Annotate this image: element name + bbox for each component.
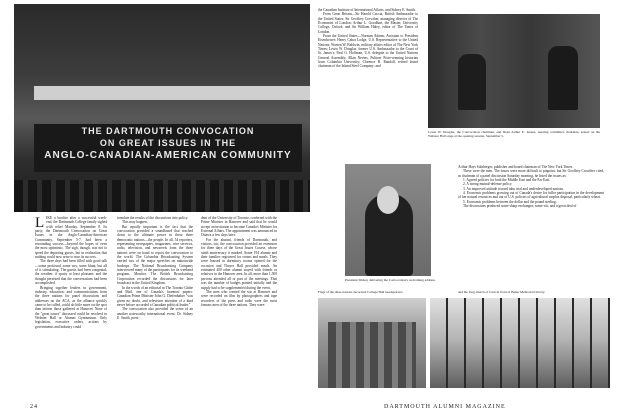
column2-paragraph-2: This may happen. <box>122 220 148 225</box>
dickey-caption: President Dickey delivering the Convocation's welcoming address. <box>345 278 436 282</box>
college-hall-flags-photo <box>318 298 426 388</box>
column5-list-2: 2. A strong mutual-defense policy. <box>463 182 513 187</box>
column5-paragraph-1: Arthur Hays Sulzberger, publisher and board chairman of The New York Times. <box>458 165 574 169</box>
flags-caption-left: Flags of the three nations decorated College Hall headquarters <box>318 290 403 294</box>
dickey-portrait-photo <box>345 164 431 276</box>
column5-list-1: 1. Agreed policies for both the Middle East and the Far East. <box>463 178 551 183</box>
audience-heads <box>14 180 310 212</box>
banner-line-3: ANGLO-CANADIAN-AMERICAN COMMUNITY <box>44 150 292 161</box>
article-column-2 <box>117 216 193 320</box>
drop-cap: L <box>35 215 45 231</box>
column3-paragraph-1: dent of the University of Toronto, conferred with the Prime Minister in Hanover and said that he would accept an invitation to become Canada's Minister for External Affairs. The appointment was announced in Ottawa a few days later. <box>201 216 277 238</box>
column2-paragraph-3: But equally important is the fact that the convocation provided a soundboard that reached down to the ultimate power in these three democratic nations—the people. In all, 54 reporters, representing newspapers, magazines, wire services, radio, television, and newsreels from the three nations were on hand to report the convocation to the world. The Columbia Broadcasting System carried two of the major speeches on nationwide hookups. The National Broadcasting Company interviewed many of the participants for its weekend program, Monitor. The British Broadcasting Corporation recorded the discussions for later broadcast in the United Kingdom. <box>117 224 193 286</box>
column4-paragraph-3: From the United States—Norman Adams, Assistant to President Eisenhower; Henry Cabot Lodge, U.S. Representative to the United Nations; Warren W. Baldwin, military affairs editor of The New York Times; Lewis W. Douglas, former U.S. Ambassador to the Court of St. James's; Paul G. Hoffman, U.S. delegate to the United Nations General Assembly; Allan Nevins, Pulitzer Prize-winning historian from Columbia University; Clarence B. Randall, retired board chairman of the Inland Steel Company; and <box>318 34 418 69</box>
column1-paragraph-2: The three days had been filled with good talk—some profound, some wry, some blunt, but all of it stimulating. The guests had been congenial; the weather, if spotty at least pleasant; and the thought persisted that the conversations had been accomplished. <box>35 259 107 286</box>
convocation-stage-photo <box>14 4 310 212</box>
article-column-4 <box>318 8 418 69</box>
banner-line-2: ON GREAT ISSUES IN THE <box>99 138 237 148</box>
seated-figure-right <box>548 46 578 110</box>
column5-list-5: 5. Economic problems between the dollar and the pound sterling. <box>463 199 557 204</box>
column2-paragraph-5: The convocation also provided the scene of an another noteworthy international event. Dr. Sidney E. Smith, presi- <box>117 307 193 320</box>
column1-paragraph-3: Bringing together leaders in government, industry, education, and communications from the three nations for panel discussions and addresses on the ACA, as the alliance quickly came to be called, could do little more on the spot than inform those gathered at Hanover. None of the "great issues" discussed could be resolved in Webster Hall or Alumni Gymnasium. Only legislation, executive orders, actions by governments and industry could <box>35 285 107 329</box>
column2-paragraph-1: translate the results of the discussions into policy. <box>117 216 189 220</box>
page-number: 24 <box>30 404 38 410</box>
douglas-jensen-photo <box>428 14 600 128</box>
convocation-banner <box>34 124 302 172</box>
seated-figure-left <box>458 54 486 110</box>
column5-paragraph-2: These were the men. The issues were more difficult to pinpoint, but Sir Geoffrey Crowther cited, as chairman of a panel discussion Saturday morning, he listed the issues as: <box>458 169 604 178</box>
douglas-jensen-caption: Lewis W. Douglas, the Convocation chairman, and Dean Arthur E. Jensen, steering committee chairman, seated on the Webster Hall stage at the opening session, September 5. <box>428 130 600 138</box>
building-facade <box>328 322 416 388</box>
article-column-5 <box>458 165 604 208</box>
column1-paragraph-1: IKE a bonfire after a successful week-end, the Dartmouth College family sighed with relief Monday, September 8. Its party, the Dartmouth Convocation on Great Issues in the Anglo-Canadian-American Community, September 5-7, had been a resounding success—beyond the hopes of even the most optimistic. The sigh, though, was not to speed the departing guests, but in realization that nothing could now arise to mar its success. <box>35 216 107 260</box>
column3-paragraph-2: For the alumni, friends of Dartmouth, and visitors, too, the convocation provided an extension for three days of the Great Issues Course, whose ninth anniversary it marked. Some 194 alumni and their families registered for rooms and meals. They were housed in dormitory rooms opened for the occasion and Thayer Hall provided meals. An estimated 400 other alumni stayed with friends or relatives in the Hanover area. In all, more than 1,500 persons attended all or part of the meetings. That was the number of badges printed initially and the supply had to be supplemented during the event. <box>201 237 277 290</box>
column4-paragraph-1: the Canadian Institute of International Affairs, and Sidney E. Smith. <box>318 8 416 12</box>
banner-line-1: THE DARTMOUTH CONVOCATION <box>81 126 255 136</box>
column4-paragraph-2: From Great Britain—Sir Harold Caccia, British Ambassador to the United States; Sir Geoffrey Crowther, managing director of The Economist of London; Arthur L. Goodhart, the Master, University College, Oxford; and Sir William Haley, editor of The Times of London. <box>318 12 418 34</box>
baker-library-lawn-photo <box>430 298 610 388</box>
column3-paragraph-3: The men who created the stir at Hanover and were recorded on film by photographers and tape recorders of the press and radio were the most famous men of the three nations. They were: <box>201 289 277 307</box>
article-column-1 <box>35 216 107 329</box>
panel-table <box>34 86 310 100</box>
column5-paragraph-3: The discussions produced some sharp exchanges; some wit, and a great deal of <box>463 204 577 209</box>
article-column-3 <box>201 216 277 307</box>
dickey-face <box>377 186 399 214</box>
column5-list-4: 4. Economic problems growing out of Canada's desire for fuller participation in the development of her natural resources and out of U.S. policies of agricultural surplus disposal, particularly wheat. <box>458 191 604 200</box>
flagpoles <box>430 298 610 388</box>
column5-list-3: 3. An improved attitude toward tabu trial and underdeveloped nations. <box>463 186 564 191</box>
flags-caption-right: and the long stretch of lawn in front of Baker Memorial Library. <box>458 290 546 294</box>
column2-paragraph-4: In the words of an editorial in The Toronto Globe and Mail, one of Canada's foremost papers: Canadian Prime Minister John G. Diefenbaker "was given no doubt, and television attention of a kind never before accorded a Canadian political leader." <box>117 285 193 307</box>
magazine-footer: DARTMOUTH ALUMNI MAGAZINE <box>384 404 506 410</box>
